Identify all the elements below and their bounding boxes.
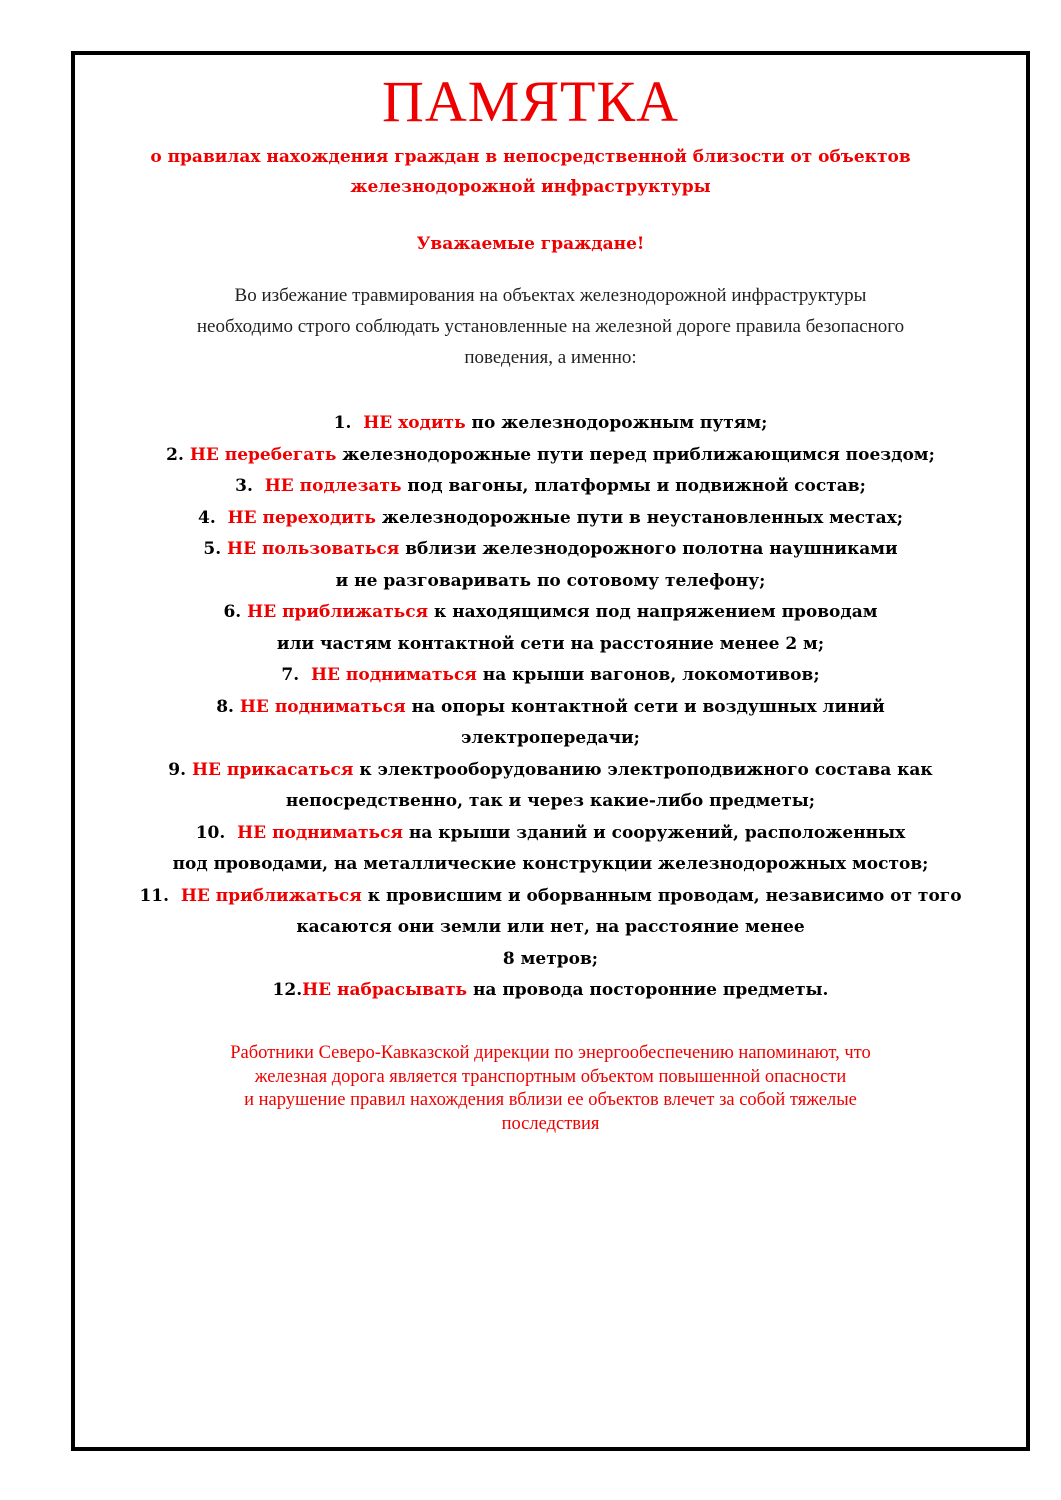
rule-text: на провода посторонние предметы. xyxy=(467,980,829,1000)
rule-item xyxy=(110,408,991,440)
rule-number: 12. xyxy=(272,980,303,1000)
rule-item xyxy=(110,471,991,503)
rule-number: 6. xyxy=(223,602,242,622)
rule-item xyxy=(110,503,991,535)
rule-prohibition: НЕ переходить xyxy=(227,507,376,528)
rule-text: вблизи железнодорожного полотна наушниками xyxy=(399,539,898,559)
intro-line: Во избежание травмирования на объектах железнодорожной инфраструктуры xyxy=(234,285,867,306)
rule-prohibition: НЕ подлезать xyxy=(264,476,402,496)
intro-line: необходимо строго соблюдать установленные на железной дороге правила безопасного xyxy=(196,316,905,337)
page-title: ПАМЯТКА xyxy=(381,69,680,134)
rule-text: железнодорожные пути перед приближающимся поездом; xyxy=(336,444,935,465)
rule-prohibition: НЕ подниматься xyxy=(237,822,403,843)
closing-line: железная дорога является транспортным объектом повышенной опасности xyxy=(254,1066,847,1087)
rule-continuation: электропередачи; xyxy=(461,728,640,748)
rule-item xyxy=(110,692,991,724)
rule-number: 7. xyxy=(281,665,300,685)
intro-paragraph xyxy=(95,280,1006,373)
rule-text: под вагоны, платформы и подвижной состав; xyxy=(401,476,866,496)
rule-continuation: и не разговаривать по сотовому телефону; xyxy=(335,570,766,591)
rule-text: железнодорожные пути в неустановленных местах; xyxy=(375,507,904,528)
rule-item xyxy=(110,534,991,566)
rule-item xyxy=(110,818,991,850)
rule-text: к находящимся под напряжением проводам xyxy=(428,602,878,622)
rule-item xyxy=(110,440,991,472)
rule-number: 3. xyxy=(235,476,253,496)
rule-continuation: или частям контактной сети на расстояние менее 2 м; xyxy=(276,633,825,654)
rule-prohibition: НЕ подниматься xyxy=(310,665,477,685)
closing-line: Работники Северо-Кавказской дирекции по энергообеспечению напоминают, что xyxy=(230,1043,871,1063)
rule-prohibition: НЕ ходить xyxy=(363,413,466,433)
rule-prohibition: НЕ приближаться xyxy=(247,602,429,622)
rule-prohibition: НЕ набрасывать xyxy=(302,980,468,1000)
rule-item xyxy=(110,597,991,629)
rule-text: к электрооборудованию электроподвижного состава как xyxy=(353,759,933,780)
closing-line: и нарушение правил нахождения вблизи ее объектов влечет за собой тяжелые xyxy=(244,1090,857,1110)
intro-line: поведения, а именно: xyxy=(464,347,637,368)
rule-item xyxy=(110,881,991,913)
rule-number: 10. xyxy=(195,822,226,843)
greeting: Уважаемые граждане! xyxy=(416,234,645,254)
rule-number: 4. xyxy=(197,507,216,528)
rule-prohibition: НЕ пользоваться xyxy=(227,539,400,559)
subtitle-line: о правилах нахождения граждан в непосредственной близости от объектов xyxy=(150,147,911,167)
rule-number: 2. xyxy=(166,444,184,465)
closing-notice xyxy=(110,1042,991,1136)
rule-continuation: под проводами, на металлические конструкции железнодорожных мостов; xyxy=(172,854,929,874)
rule-text: на опоры контактной сети и воздушных линий xyxy=(405,696,885,717)
subtitle-line: железнодорожной инфраструктуры xyxy=(350,177,711,197)
rules-list xyxy=(110,408,991,1007)
rule-continuation: 8 метров; xyxy=(502,948,599,969)
rule-prohibition: НЕ прикасаться xyxy=(191,759,354,780)
rule-text: по железнодорожным путям; xyxy=(465,413,768,433)
rule-item xyxy=(110,660,991,692)
rule-prohibition: НЕ перебегать xyxy=(189,444,337,465)
closing-line: последствия xyxy=(501,1113,600,1134)
rule-item xyxy=(110,975,991,1007)
rule-text: к провисшим и оборванным проводам, независимо от того xyxy=(361,885,962,906)
page-subtitle xyxy=(120,142,941,202)
rule-number: 8. xyxy=(216,696,234,717)
rule-item xyxy=(110,755,991,787)
rule-prohibition: НЕ приближаться xyxy=(180,885,362,906)
rule-number: 9. xyxy=(168,759,187,780)
rule-text: на крыши вагонов, локомотивов; xyxy=(476,665,820,685)
rule-prohibition: НЕ подниматься xyxy=(239,696,406,717)
rule-continuation: касаются они земли или нет, на расстояние менее xyxy=(296,917,805,937)
rule-number: 11. xyxy=(139,885,170,906)
rule-number: 5. xyxy=(203,539,222,559)
rule-number: 1. xyxy=(333,413,352,433)
rule-text: на крыши зданий и сооружений, расположенных xyxy=(403,822,906,843)
rule-continuation: непосредственно, так и через какие-либо предметы; xyxy=(285,791,816,811)
